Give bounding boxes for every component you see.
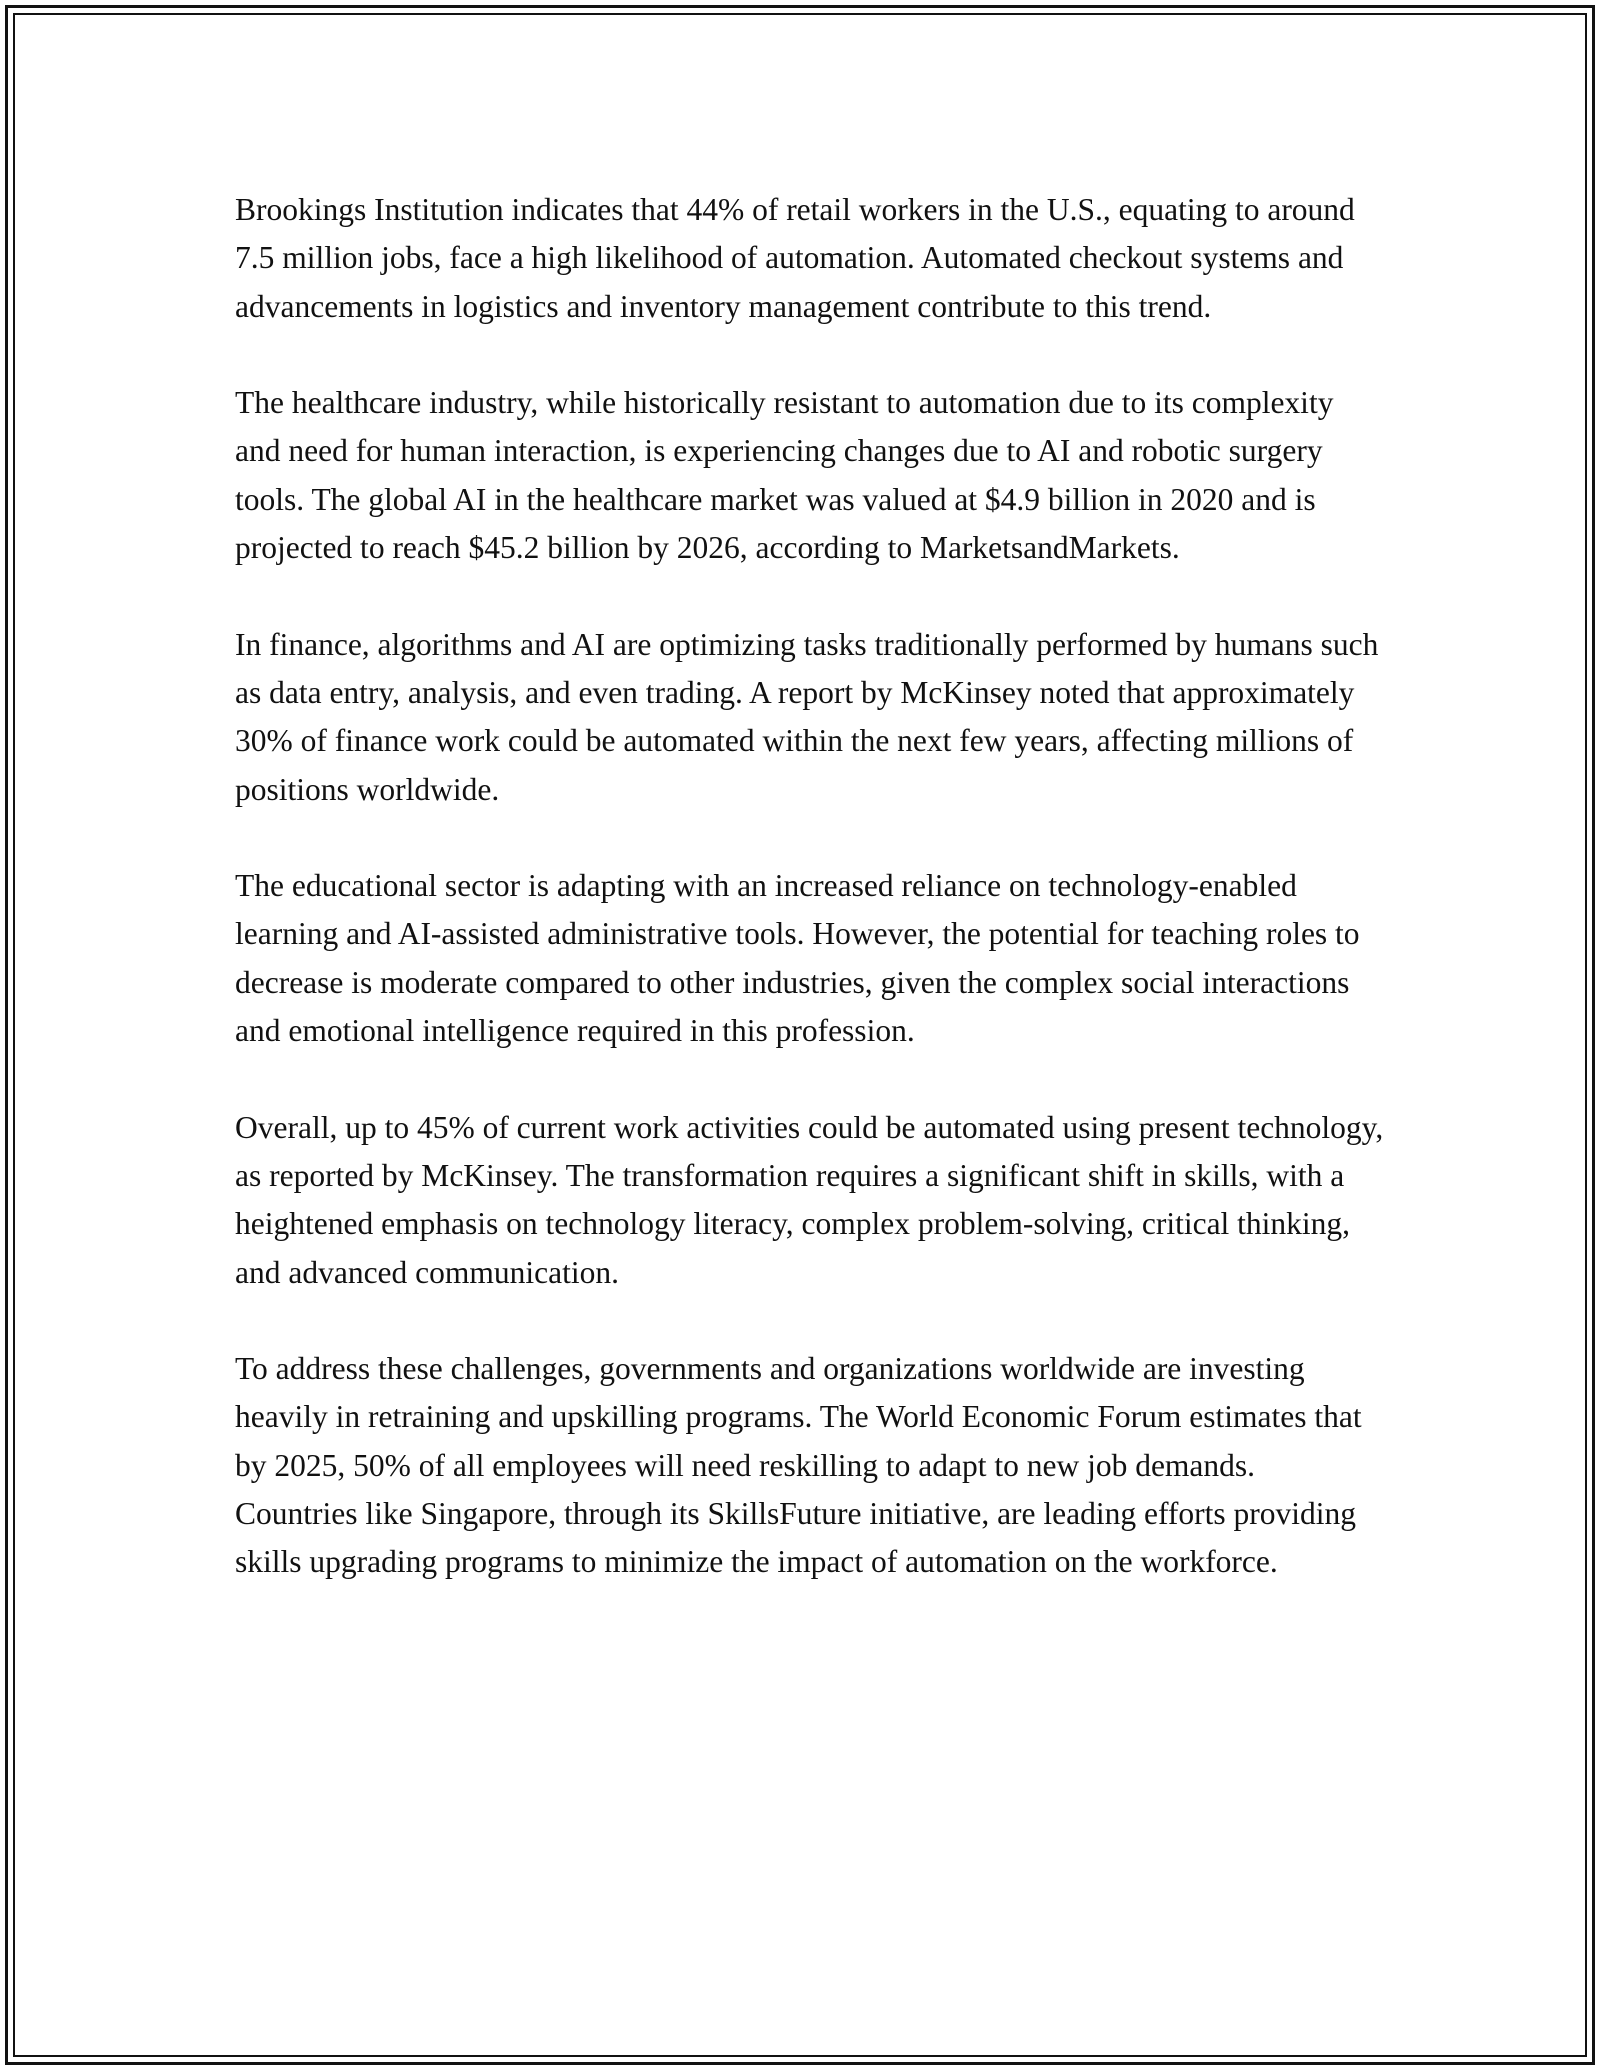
paragraph-retail: Brookings Institution indicates that 44% of retail workers in the U.S., equating to around 7.5 million jobs, face a high likelihood of automation. Automated checkout systems and advancements in logistics and inventory management contribute to this trend.: [235, 192, 1355, 324]
paragraph-retraining: To address these challenges, governments and organizations worldwide are investing heavily in retraining and upskilling programs. The World Economic Forum estimates that by 2025, 50% of all employees will need reskilling to adapt to new job demands. Countries like Singapore, through its SkillsFuture initiative, are leading efforts providing skills upgrading programs to minimize the impact of automation on the workforce.: [235, 1351, 1362, 1580]
paragraph-finance: In finance, algorithms and AI are optimizing tasks traditionally performed by humans such as data entry, analysis, and even trading. A report by McKinsey noted that approximately 30% of finance work could be automated within the next few years, affecting millions of positions worldwide.: [235, 626, 1379, 807]
document-body: [235, 186, 1385, 1635]
paragraph-overall: Overall, up to 45% of current work activities could be automated using present technology, as reported by McKinsey. The transformation requires a significant shift in skills, with a heightened emphasis on technology literacy, complex problem-solving, critical thinking, and advanced communication.: [235, 1109, 1384, 1290]
paragraph-healthcare: The healthcare industry, while historically resistant to automation due to its complexity and need for human interaction, is experiencing changes due to AI and robotic surgery tools. The global AI in the healthcare market was valued at $4.9 billion in 2020 and is projected to reach $45.2 billion by 2026, according to MarketsandMarkets.: [235, 385, 1334, 566]
paragraph-education: The educational sector is adapting with an increased reliance on technology-enabled learning and AI-assisted administrative tools. However, the potential for teaching roles to decrease is moderate compared to other industries, given the complex social interactions and emotional intelligence required in this profession.: [235, 868, 1360, 1049]
